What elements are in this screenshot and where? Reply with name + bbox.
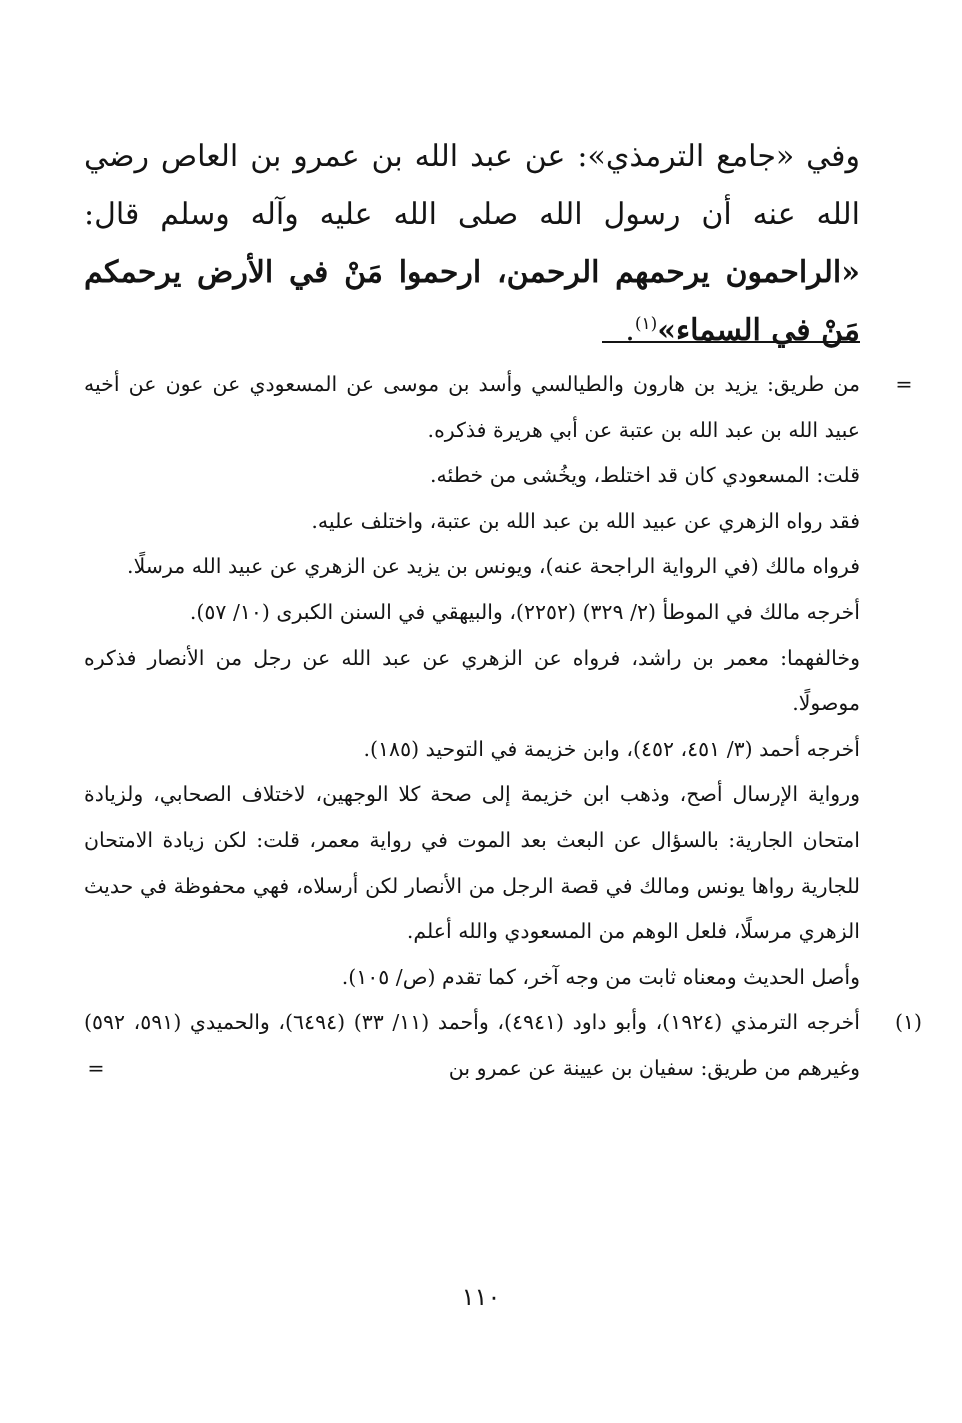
continuation-mark: = — [895, 372, 913, 396]
footnote-text: أخرجه الترمذي (١٩٢٤)، وأبو داود (٤٩٤١)، وأحمد (١١/ ٣٣) (٦٤٩٤)، والحميدي (٥٩١، ٥٩٢) وغيرهم من طريق: سفيان بن عيينة عن عمرو بن — [84, 1010, 860, 1080]
footnote-reference: (١) — [634, 314, 658, 334]
end-continuation-mark: = — [87, 1055, 105, 1080]
page-number: ١١٠ — [461, 1283, 501, 1311]
note-paragraph: وخالفهما: معمر بن راشد، فرواه عن الزهري عن عبد الله عن رجل من الأنصار فذكره موصولًا. — [84, 645, 860, 716]
footnote-1 — [84, 1000, 922, 1091]
note-paragraph: أخرجه مالك في الموطأ (٢/ ٣٢٩) (٢٢٥٢)، والبيهقي في السنن الكبرى (١٠/ ٥٧). — [189, 599, 860, 624]
note-paragraph: من طريق: يزيد بن هارون والطيالسي وأسد بن موسى عن المسعودي عن عون عن أخيه عبيد الله بن عبد الله بن عتبة عن أبي هريرة فذكره. — [84, 372, 860, 442]
note-paragraph: أخرجه أحمد (٣/ ٤٥١، ٤٥٢)، وابن خزيمة في التوحيد (١٨٥). — [363, 736, 860, 761]
note-paragraph: ورواية الإرسال أصح، وذهب ابن خزيمة إلى صحة كلا الوجهين، لاختلاف الصحابي، ولزيادة امتحان الجارية: بالسؤال عن البعث بعد الموت في رواية معمر، قلت: لكن زيادة الامتحان للجارية رواها يونس ومالك في قصة الرجل من الأنصار لكن أرسلاه، فهي محفوظة في حديث الزهري مرسلًا، فلعل الوهم من المسعودي والله أعلم. — [84, 782, 860, 944]
note-paragraph: فقد رواه الزهري عن عبيد الله بن عبد الله بن عتبة، واختلف عليه. — [311, 508, 860, 533]
footnote-separator — [602, 341, 860, 343]
note-paragraph: قلت: المسعودي كان قد اختلط، ويخُشى من خطئه. — [430, 463, 860, 488]
main-end-period: . — [625, 313, 635, 348]
main-intro-text: وفي «جامع الترمذي»: عن عبد الله بن عمرو بن العاص رضي الله عنه أن رسول الله صلى الله عليه وآله وسلم قال: — [84, 139, 860, 232]
footnotes-section — [84, 362, 922, 1092]
note-continued — [84, 362, 913, 453]
main-text-block — [84, 128, 860, 360]
note-paragraph: فرواه مالك (في الرواية الراجحة عنه)، ويونس بن يزيد عن الزهري عن عبيد الله مرسلًا. — [127, 554, 860, 579]
hadith-quote: «الراحمون يرحمهم الرحمن، ارحموا مَنْ في الأرض يرحمكم مَنْ في السماء» — [84, 255, 861, 348]
footnote-number: (١) — [894, 1010, 922, 1035]
note-paragraph: وأصل الحديث ومعناه ثابت من وجه آخر، كما تقدم (ص/ ١٠٥). — [341, 964, 860, 989]
